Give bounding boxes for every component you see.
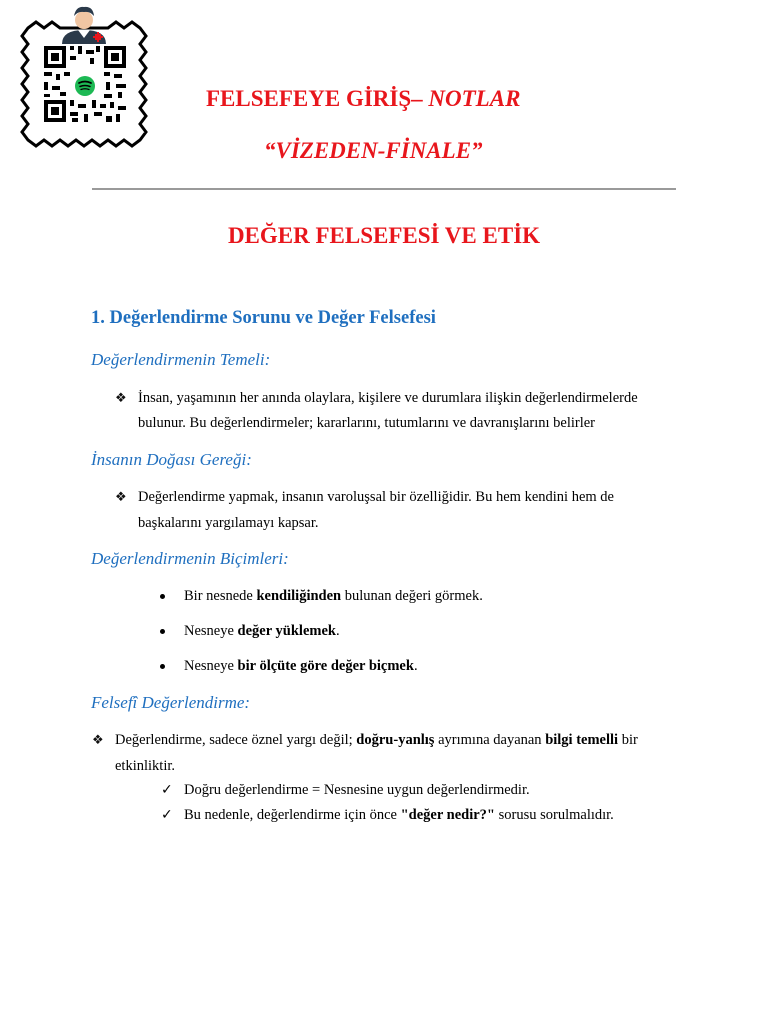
divider [92,188,676,190]
subheading-bicimler: Değerlendirmenin Biçimleri: [91,549,289,568]
bullet-dot-icon [160,664,165,669]
paragraph-line: Değerlendirme yapmak, insanın varoluşsal bir özelliğidir. Bu hem kendini hem de [138,489,614,505]
qr-code-icon [0,0,170,160]
diamond-bullet-icon: ❖ [115,489,127,504]
document-subtitle: “VİZEDEN-FİNALE” [264,138,483,163]
document-title: FELSEFEYE GİRİŞ– NOTLAR [206,86,521,111]
list-item: Nesneye bir ölçüte göre değer biçmek. [184,658,418,674]
diamond-bullet-icon: ❖ [115,390,127,405]
bullet-dot-icon [160,629,165,634]
paragraph-line: İnsan, yaşamının her anında olaylara, kişilere ve durumlara ilişkin değerlendirmelerde [138,390,638,406]
doctor-avatar-icon [62,7,106,44]
heading-1: 1. Değerlendirme Sorunu ve Değer Felsefesi [91,308,436,328]
check-mark-icon: ✓ [161,782,173,798]
subheading-temeli: Değerlendirmenin Temeli: [91,350,271,369]
section-title: DEĞER FELSEFESİ VE ETİK [227,223,541,248]
paragraph-line: Değerlendirme, sadece öznel yargı değil; doğru-yanlış ayrımına dayanan bilgi temelli bir [115,732,638,748]
list-item: Bir nesnede kendiliğinden bulunan değeri görmek. [184,588,483,604]
paragraph-line: etkinliktir. [115,758,176,774]
check-item: Doğru değerlendirme = Nesnesine uygun değerlendirmedir. [184,782,530,798]
paragraph-line: başkalarını yargılamayı kapsar. [138,515,319,531]
diamond-bullet-icon: ❖ [92,732,104,747]
paragraph-line: bulunur. Bu değerlendirmeler; kararlarını, tutumlarını ve davranışlarını belirler [138,415,595,431]
subheading-doga: İnsanın Doğası Gereği: [91,450,252,469]
check-mark-icon: ✓ [161,807,173,823]
subheading-felsefi: Felsefî Değerlendirme: [91,693,251,712]
bullet-dot-icon [160,594,165,599]
list-item: Nesneye değer yüklemek. [184,623,340,639]
qr-code-badge[interactable] [0,0,170,160]
check-item: Bu nedenle, değerlendirme için önce "değer nedir?" sorusu sorulmalıdır. [184,807,614,823]
